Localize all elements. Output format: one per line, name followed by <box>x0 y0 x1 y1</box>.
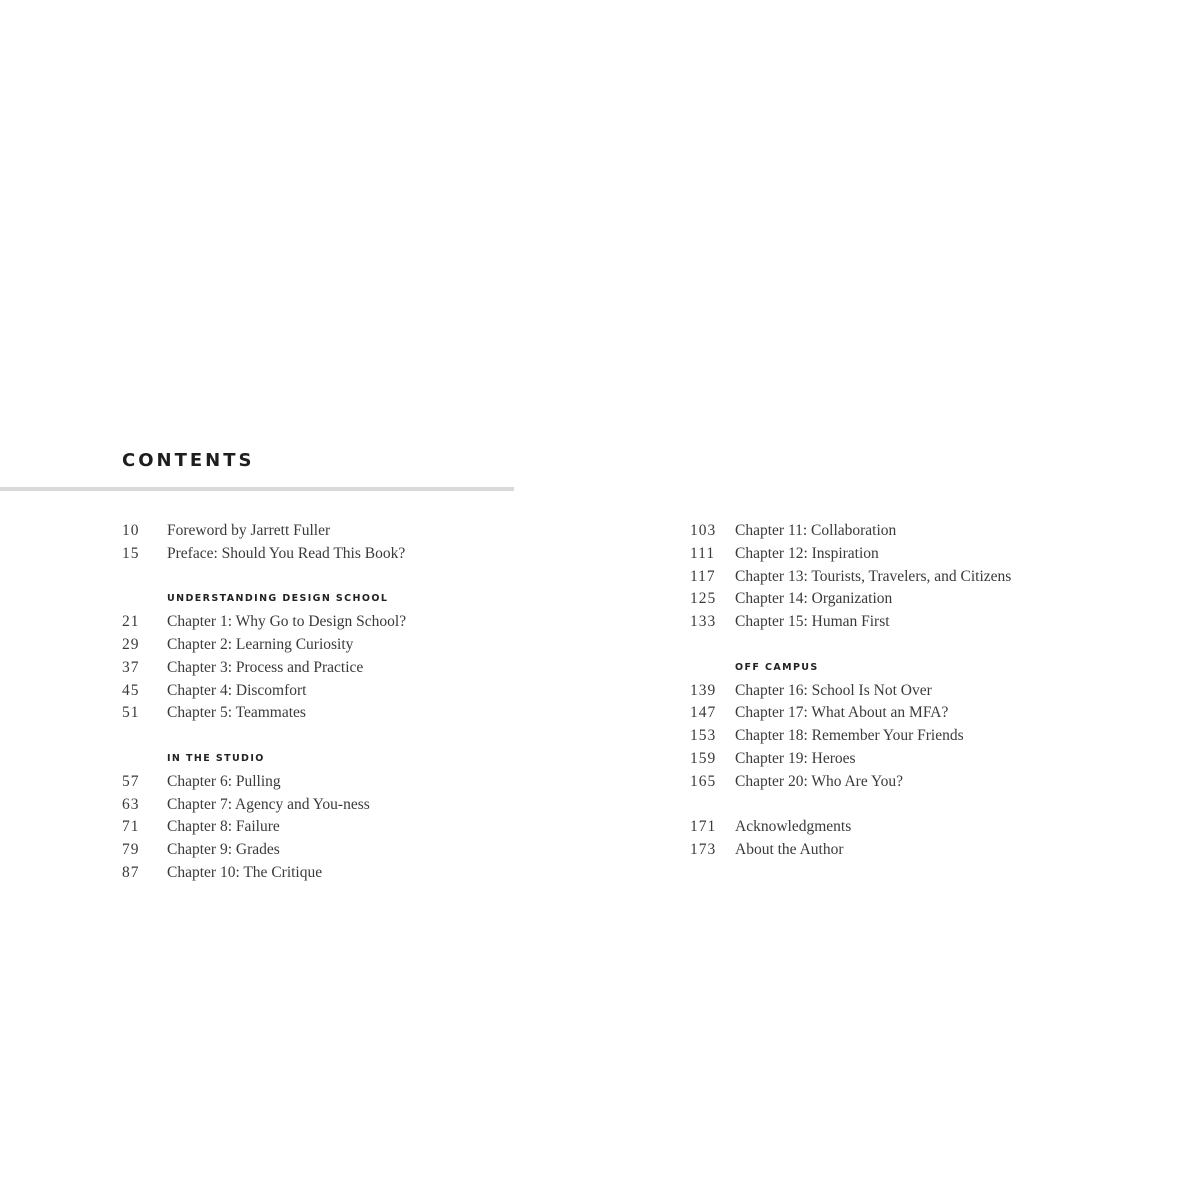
toc-entry[interactable] <box>122 657 592 680</box>
toc-page-number: 87 <box>122 863 140 881</box>
section-heading: UNDERSTANDING DESIGN SCHOOL <box>167 593 389 605</box>
toc-page-number: 103 <box>690 522 717 539</box>
toc-entry[interactable] <box>690 566 1160 589</box>
toc-entry-title: Chapter 8: Failure <box>167 818 280 836</box>
toc-entry-title: Chapter 13: Tourists, Travelers, and Citizens <box>735 567 1012 585</box>
toc-entry[interactable] <box>690 725 1160 748</box>
toc-entry-title: Chapter 14: Organization <box>735 590 893 608</box>
toc-entry[interactable] <box>690 748 1160 771</box>
toc-page-number: 10 <box>122 522 140 539</box>
toc-entry[interactable] <box>122 862 592 885</box>
toc-entry[interactable] <box>122 816 592 839</box>
toc-page-number: 63 <box>122 795 140 813</box>
toc-entry[interactable] <box>690 588 1160 611</box>
toc-page-number: 139 <box>690 681 717 699</box>
toc-page-number: 147 <box>690 704 717 722</box>
toc-page-number: 125 <box>690 590 717 608</box>
toc-entry-title: Chapter 17: What About an MFA? <box>735 704 949 722</box>
toc-entry-title: Chapter 2: Learning Curiosity <box>167 635 354 653</box>
toc-entry-title: Chapter 7: Agency and You-ness <box>167 795 370 813</box>
toc-page-number: 15 <box>122 544 140 562</box>
toc-page-number: 111 <box>690 544 716 562</box>
toc-entry-title: Chapter 9: Grades <box>167 841 280 859</box>
toc-page-number: 79 <box>122 841 140 859</box>
spacer <box>690 794 1160 817</box>
spacer <box>122 566 592 589</box>
toc-entry-title: Chapter 12: Inspiration <box>735 544 879 562</box>
toc-page-number: 29 <box>122 635 140 653</box>
toc-entry[interactable] <box>690 702 1160 725</box>
toc-left-column <box>122 520 592 885</box>
toc-entry-title: Chapter 16: School Is Not Over <box>735 681 932 699</box>
toc-page-number: 37 <box>122 658 140 676</box>
section-heading: OFF CAMPUS <box>735 661 819 673</box>
toc-entry-title: Chapter 18: Remember Your Friends <box>735 727 964 745</box>
toc-entry-title: Chapter 19: Heroes <box>735 749 856 767</box>
title-divider <box>0 487 514 491</box>
section-heading: IN THE STUDIO <box>167 752 265 764</box>
toc-page-number: 165 <box>690 772 717 790</box>
toc-entry[interactable] <box>690 771 1160 794</box>
toc-page-number: 133 <box>690 613 717 631</box>
toc-entry[interactable] <box>122 611 592 634</box>
toc-entry[interactable] <box>122 543 592 566</box>
toc-entry-title: Foreword by Jarrett Fuller <box>167 522 331 539</box>
toc-entry[interactable] <box>122 520 592 543</box>
toc-entry-title: Chapter 20: Who Are You? <box>735 772 904 790</box>
toc-entry[interactable] <box>690 839 1160 862</box>
page-title: CONTENTS <box>122 450 255 471</box>
toc-page-number: 117 <box>690 567 716 585</box>
toc-entry-title: Chapter 5: Teammates <box>167 704 306 722</box>
toc-entry-title: Chapter 10: The Critique <box>167 863 323 881</box>
toc-entry[interactable] <box>690 611 1160 634</box>
toc-entry-title: Chapter 11: Collaboration <box>735 522 897 539</box>
toc-entry[interactable] <box>122 680 592 703</box>
toc-entry-title: About the Author <box>735 841 844 859</box>
toc-entry-title: Chapter 3: Process and Practice <box>167 658 364 676</box>
toc-page-number: 171 <box>690 818 717 836</box>
spacer <box>690 634 1160 657</box>
toc-entry[interactable] <box>690 520 1160 543</box>
toc-entry-title: Chapter 15: Human First <box>735 613 890 631</box>
toc-entry-title: Chapter 1: Why Go to Design School? <box>167 613 407 631</box>
toc-page-number: 71 <box>122 818 140 836</box>
toc-entry[interactable] <box>122 794 592 817</box>
toc-entry[interactable] <box>122 634 592 657</box>
toc-entry[interactable] <box>690 816 1160 839</box>
toc-entry[interactable] <box>690 543 1160 566</box>
toc-entry[interactable] <box>122 702 592 725</box>
toc-page-number: 21 <box>122 613 140 631</box>
toc-entry-title: Acknowledgments <box>735 818 852 836</box>
toc-entry-title: Preface: Should You Read This Book? <box>167 544 406 562</box>
toc-entry-title: Chapter 4: Discomfort <box>167 681 307 699</box>
toc-entry[interactable] <box>122 771 592 794</box>
toc-page-number: 51 <box>122 704 140 722</box>
toc-right-column <box>690 520 1160 862</box>
spacer <box>122 725 592 748</box>
toc-page-number: 57 <box>122 772 140 790</box>
toc-page-number: 45 <box>122 681 140 699</box>
toc-page-number: 153 <box>690 727 717 745</box>
toc-page-number: 173 <box>690 841 717 859</box>
toc-entry-title: Chapter 6: Pulling <box>167 772 281 790</box>
toc-entry[interactable] <box>690 680 1160 703</box>
toc-page-number: 159 <box>690 749 717 767</box>
toc-entry[interactable] <box>122 839 592 862</box>
